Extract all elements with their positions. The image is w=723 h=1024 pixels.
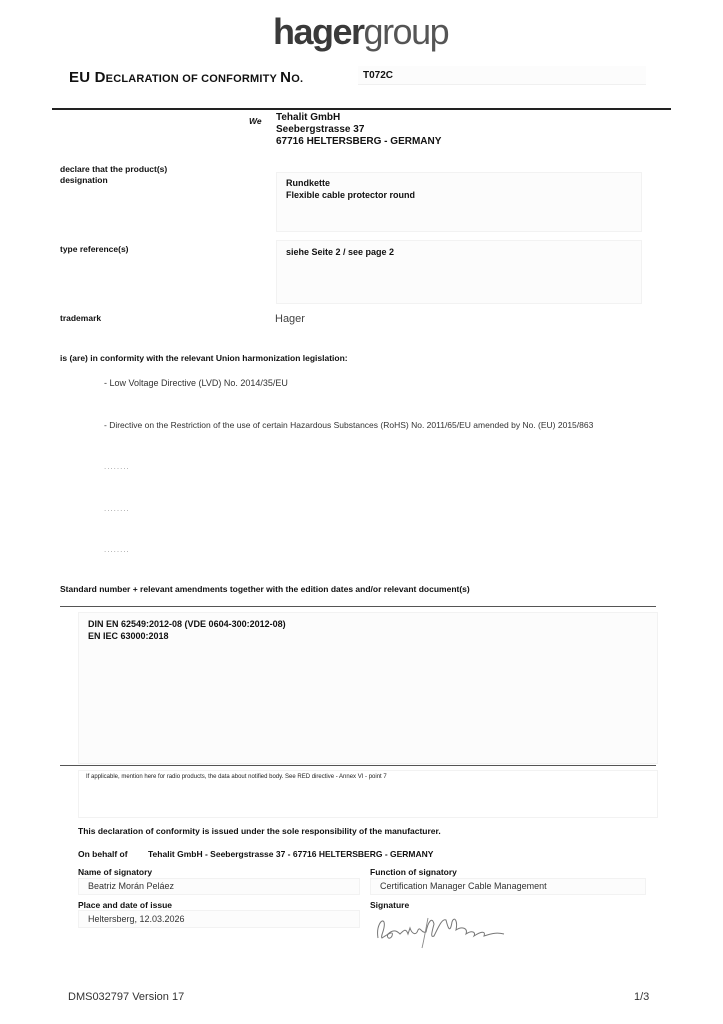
product-designation-field[interactable] [276, 172, 642, 232]
title-declaration: ECLARATION OF CONFORMITY [105, 73, 281, 85]
legislation-item-rohs: - Directive on the Restriction of the use of certain Hazardous Substances (RoHS) No. 2011/65/EU amended by No. (EU) 2015/863 [104, 420, 594, 430]
standard-line1: DIN EN 62549:2012-08 (VDE 0604-300:2012-08) [88, 619, 286, 629]
document-version: DMS032797 Version 17 [68, 991, 185, 1003]
standards-divider [60, 606, 656, 607]
radio-products-note: If applicable, mention here for radio products, the data about notified body. See RED directive - Annex VI - point 7 [86, 774, 387, 780]
signatory-function: Certification Manager Cable Management [380, 881, 547, 891]
legislation-heading: is (are) in conformity with the relevant Union harmonization legislation: [60, 353, 348, 363]
type-reference-value: siehe Seite 2 / see page 2 [286, 247, 395, 257]
on-behalf-value: Tehalit GmbH - Seebergstrasse 37 - 67716 HELTERSBERG - GERMANY [148, 849, 434, 859]
doc-number: T072C [363, 70, 394, 81]
title-d: D [94, 69, 106, 86]
product-label-line2: designation [60, 175, 108, 185]
trademark-value: Hager [275, 313, 305, 325]
we-label: We [249, 116, 262, 126]
hagergroup-logo [273, 11, 449, 52]
title-o: O. [291, 73, 304, 85]
logo-part-group: group [363, 11, 449, 52]
function-of-signatory-label: Function of signatory [370, 867, 457, 877]
logo-part-hager: hager [273, 11, 364, 52]
radio-products-field[interactable] [78, 770, 658, 818]
page-number: 1/3 [634, 991, 650, 1003]
place-date-label: Place and date of issue [78, 900, 173, 910]
doc-number-field[interactable] [358, 66, 646, 85]
product-name-line2: Flexible cable protector round [286, 190, 416, 200]
signatory-name: Beatriz Morán Peláez [88, 881, 175, 891]
standards-bottom-divider [60, 765, 656, 766]
standards-heading: Standard number + relevant amendments together with the edition dates and/or relevant document(s) [60, 584, 470, 594]
responsibility-statement: This declaration of conformity is issued under the sole responsibility of the manufacturer. [78, 826, 441, 836]
manufacturer-street: Seebergstrasse 37 [276, 124, 365, 135]
standard-line2: EN IEC 63000:2018 [88, 631, 169, 641]
title-n: N [280, 69, 292, 86]
manufacturer-city: 67716 HELTERSBERG - GERMANY [276, 136, 442, 147]
legislation-placeholder: ........ [104, 462, 130, 471]
legislation-placeholder: ........ [104, 504, 130, 513]
on-behalf-label: On behalf of [78, 849, 128, 859]
legislation-item-lvd: - Low Voltage Directive (LVD) No. 2014/35/EU [104, 378, 288, 388]
title-eu: EU [69, 69, 95, 86]
trademark-label: trademark [60, 313, 102, 323]
product-name-line1: Rundkette [286, 178, 331, 188]
signature-label: Signature [370, 900, 410, 910]
type-reference-label: type reference(s) [60, 244, 129, 254]
manufacturer-name: Tehalit GmbH [276, 112, 341, 123]
name-of-signatory-label: Name of signatory [78, 867, 153, 877]
place-date-value: Heltersberg, 12.03.2026 [88, 914, 185, 924]
legislation-placeholder: ........ [104, 545, 130, 554]
title-divider [52, 108, 671, 110]
handwritten-signature [372, 908, 512, 950]
document-title [69, 69, 303, 86]
product-label-line1: declare that the product(s) [60, 164, 168, 174]
